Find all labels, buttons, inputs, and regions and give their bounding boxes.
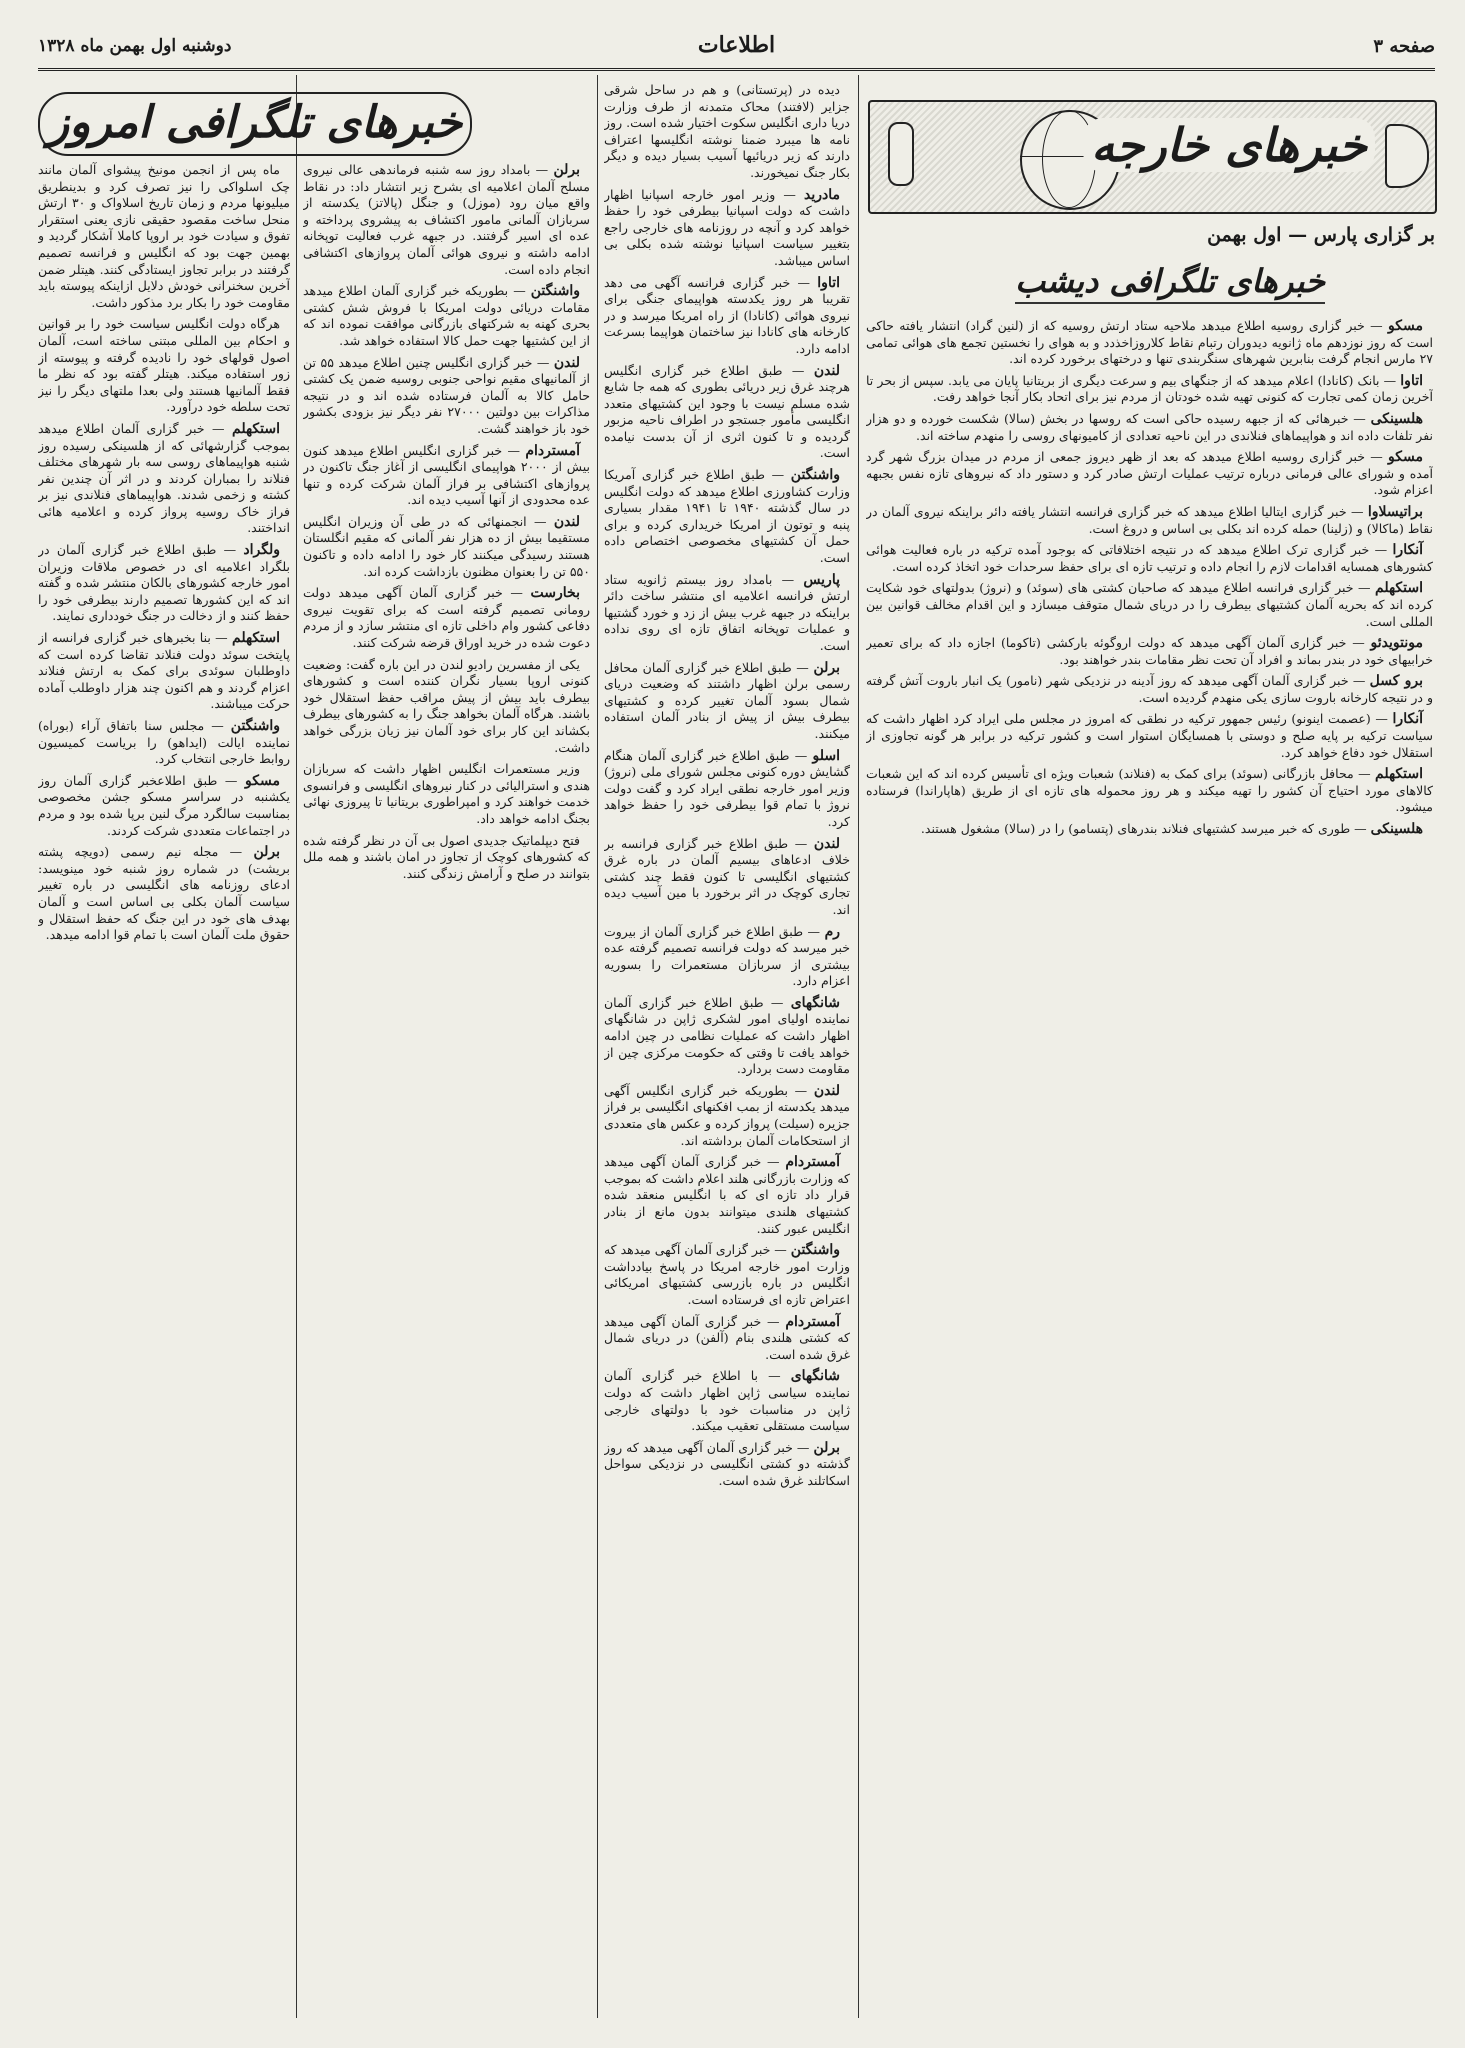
news-item: [604, 836, 850, 919]
news-dateline: واشنگتن: [790, 1242, 840, 1259]
news-dateline: برلن: [813, 659, 840, 676]
news-text: — خبر گزاری انگلیس اطلاع میدهد کنون بیش از ۲۰۰۰ هواپیمای انگلیسی از آغاز جنگ تاکنون در پروازهای اکتشافی بر فراز آلمان شرکت کرده و تنها عده محدودی از آنها آسیب دیده اند.: [303, 442, 590, 508]
news-text: — خبرهائی که از جبهه رسیده حاکی است که روسها در بخش (سالا) شکست خورده و دو هزار نفر تلفات داده اند و هواپیماهای فنلاندی در این ناحیه تعدادی از کامیونهای روسی را منهدم ساخته اند.: [866, 410, 1433, 443]
news-dateline: آمستردام: [785, 1154, 840, 1171]
news-item: [303, 833, 590, 883]
news-item: [866, 318, 1433, 368]
news-dateline: برلن: [813, 1439, 840, 1456]
news-item: [38, 421, 290, 537]
news-dateline: استکهلم: [232, 420, 280, 437]
news-text: — خبر گزاری آلمان آگهی میدهد که وزارت بازرگانی هلند اعلام داشت که بموجب قرار داد تازه ای که با انگلیس منعقد شده کشتیهای هلندی میتوانند بدون مانع از بنادر انگلیس عبور کنند.: [604, 1154, 850, 1236]
news-text: — طبق اطلاعخبر گزاری آلمان روز یکشنبه در سراسر مسکو جشن مخصوصی بمناسبت سالگرد مرگ لنین برپا شده بود و مردم در اجتماعات متعددی شرکت کردند.: [38, 772, 290, 838]
news-text: — طبق اطلاع خبر گزاری انگلیس هرچند غرق زیر دریائی بطوری که همه جا شایع شده مسلم نیست با وجود این کشتیهای متعدد انگلیسی مأمور جستجو در اطراف ناحیه مزبور گردیده و تا کنون اثری از آن بدست نیامده است.: [604, 362, 850, 461]
foreign-news-masthead: [868, 100, 1437, 214]
news-item: [604, 924, 850, 990]
news-item: [38, 718, 290, 768]
newspaper-name: اطلاعات: [697, 32, 776, 58]
column-foreign-news: [866, 318, 1433, 2014]
news-item: [604, 572, 850, 655]
news-dateline: ولگراد: [243, 542, 280, 559]
news-text: — بامداد روز سه شنبه فرماندهی عالی نیروی مسلح آلمان اعلامیه ای بشرح زیر انتشار داد: در نقاط واقع میان رود (موزل) و جنگل (پالاتز) یکدسته از سربازان آلمانی مامور اکتشاف به پیشروی پرداخته و عده ای اسیر گرفتند. در جبهه غرب فعالیت توپخانه ادامه داشته و نیروی هوائی آلمان پروازهای اکتشافی انجام داده است.: [303, 162, 590, 277]
news-text: — خبر گزاری آلمان اطلاع میدهد بموجب گزارشهائی که از هلسینکی رسیده روز شنبه هواپیماهای روسی سه بار شهرهای مختلف فنلاند را بمباران کردند و در اثر آن چندین نفر کشته و زخمی شدند. هواپیماهای فنلاندی نیز بر فراز خاک روسیه پرواز کرده و اعلامیه هائی انداختند.: [38, 420, 290, 536]
news-text: — خبر گزاری فرانسه آگهی می دهد تقریبا هر روز یکدسته هواپیمای جنگی برای نیروی هوائی (کانادا) از راه امریکا میرسد و در کارخانه های کانادا نیز ساختمان هواپیما بسرعت ادامه دارد.: [604, 274, 850, 356]
column-rule: [597, 75, 598, 2018]
news-item: [604, 1440, 850, 1490]
news-item: [604, 995, 850, 1078]
news-item: [866, 411, 1433, 444]
news-dateline: لندن: [813, 362, 840, 379]
news-item: [38, 844, 290, 944]
news-text: — خبر گزاری آلمان آگهی میدهد که وزارت امور خارجه امریکا در پاسخ بیادداشت انگلیس در باره بازرسی کشتیهای امریکائی اعتراض تازه ای فرستاده است.: [604, 1242, 850, 1307]
news-item: [866, 673, 1433, 706]
news-text: — طبق اطلاع خبر گزاری آلمان هنگام گشایش دوره کنونی مجلس شورای ملی (نروژ) وزیر امور خارجه نطقی ایراد کرد و گفت دولت نروژ با تمام قوا بیطرفی خود را حفظ خواهد کرد.: [604, 747, 850, 829]
news-text: — مجلس سنا باتفاق آراء (بوراه) نماینده ایالت (ایداهو) را بریاست کمیسیون روابط خارجی انتخاب کرد.: [38, 718, 290, 767]
news-item: [604, 187, 850, 270]
news-text: — خبر گزاری ایتالیا اطلاع میدهد که خبر گزاری فرانسه انتشار یافته دائر براینکه نیروی آلمان در نقاط (ماکالا) و (زلینا) حمله کرده اند بکلی بی اساس و دروغ است.: [866, 503, 1433, 536]
news-item: [303, 585, 590, 651]
page-number: صفحه ۳: [1373, 36, 1435, 57]
news-item: [866, 580, 1433, 630]
news-item: [604, 275, 850, 358]
news-dateline: برلن: [253, 844, 280, 861]
news-dateline: مونتویدئو: [1370, 635, 1423, 652]
news-item: [38, 162, 290, 311]
news-text: — خبر گزاری آلمان آگهی میدهد که روز آدینه در نزدیکی شهر (نامور) یک انبار باروت آتش گرفته و در نتیجه کارخانه باروت سازی یکی منهدم گردیده است.: [866, 673, 1433, 705]
news-dateline: واشنگتن: [790, 467, 840, 484]
news-item: [866, 635, 1433, 668]
news-text: — بانک (کانادا) اعلام میدهد که از جنگهای بیم و سرعت دیگری از بریتانیا پایان می یابد. سپس از بحر تا آخرین زمان کمی تجارت که کنونی تهیه شده خودتان از مردم نیز برای اتحاد بکار آنجا خواهد رفت.: [866, 372, 1433, 405]
column-4: [38, 162, 290, 2014]
news-dateline: لندن: [553, 513, 580, 530]
news-item: [38, 630, 290, 713]
column-3: [303, 162, 590, 2014]
news-item: [604, 660, 850, 743]
news-item: [604, 363, 850, 463]
news-dateline: اسلو: [812, 747, 840, 764]
news-dateline: شانگهای: [790, 1368, 840, 1385]
news-item: [303, 283, 590, 349]
news-text: — بطوریکه خبر گزاری انگلیس آگهی میدهد یکدسته از بمب افکنهای انگلیسی بر فراز جزیره (سیلت) پرواز کرده و عکس های متعددی از استحکامات آلمان برداشته اند.: [604, 1082, 850, 1148]
news-text: — خبر گزاری روسیه اطلاع میدهد ملاحیه ستاد ارتش روسیه که از (لنین گراد) انتشار یافته حاکی است که روز نوزدهم ماه ژانویه دیدوران رتبام نقاط کلاروزاخذدد و به هوای را نخستین تجمع های هوائی تمامی ۲۷ مارس انجام گرفت بنابرین شهرهای سنگربندی تنها و درختهای برخورد کرده اند.: [866, 318, 1433, 367]
news-text: — محافل بازرگانی (سوئد) برای کمک به (فنلاند) شعبات ویژه ای تأسیس کرده اند که این شعبات کالاهای مورد احتیاج آن کشور را تهیه میکند و هر روز محموله های تازه ای از طریق (هاپاراندا) فرستاده میشود.: [866, 766, 1433, 815]
news-dateline: شانگهای: [790, 994, 840, 1011]
news-text: — طبق اطلاع خبر گزاری آمریکا وزارت کشاورزی اطلاع میدهد که دولت انگلیس در سال گذشته ۱۹۴۰ تا ۱۹۴۱ مقدار بسیاری پنبه و توتون از امریکا خریداری کرده و برای حمل آن کشتیهای مخصوصی اختصاص داده است.: [604, 467, 850, 566]
column-rule: [858, 75, 859, 2018]
issue-date: دوشنبه اول بهمن ماه ۱۳۲۸: [38, 36, 232, 56]
news-dateline: لندن: [813, 1082, 840, 1099]
news-item: [303, 162, 590, 278]
column-2: [604, 82, 850, 2014]
news-item: [604, 467, 850, 567]
news-dateline: بخارست: [530, 585, 580, 602]
news-item: [38, 316, 290, 416]
news-text: — طبق اطلاع خبر گزاری آلمان محافل رسمی برلن اظهار داشتند که وضعیت دریای شمال بسود آلمان تغییر کرده و کشتیهای بیطرف بیش از پیش از بنادر آلمان استفاده میکنند.: [604, 659, 850, 741]
news-item: [303, 514, 590, 580]
news-text: — بطوریکه خبر گزاری آلمان اطلاع میدهد مقامات دریائی دولت امریکا با فروش شش کشتی بحری کهنه به شرکتهای بازرگانی موافقت نموده اند که از این کشتیها جهت حمل کالا استفاده خواهد شد.: [303, 283, 590, 348]
news-dateline: مادرید: [803, 186, 840, 203]
folio-bar: [38, 30, 1435, 71]
news-dateline: لندن: [813, 835, 840, 852]
news-dateline: برو کسل: [1369, 673, 1423, 690]
news-text: یکی از مفسرین رادیو لندن در این باره گفت: وضعیت کنونی اروپا بسیار نگران کننده است و کشورهای بیطرف باید بیش از پیش مراقب حفظ استقلال خود باشند. هرگاه آلمان بخواهد جنگ را به کشورهای بیطرف بکشاند این کار برای خود آلمان نیز زیان بزرگی خواهد داشت.: [303, 656, 590, 755]
news-dateline: واشنگتن: [230, 718, 280, 734]
news-text: — (عصمت اینونو) رئیس جمهور ترکیه در نطقی که امروز در مجلس ملی ایراد کرد اظهار داشت که سیاست ترکیه بر پایه صلح و دوستی با همسایگان استوار است و کشور ترکیه در برابر هر گونه تجاوزی از استقلال خود دفاع خواهد کرد.: [866, 711, 1433, 760]
news-item: [866, 373, 1433, 406]
news-text: — طوری که خبر میرسد کشتیهای فنلاند بندرهای (پتسامو) را در (سالا) مشغول هستند.: [920, 821, 1367, 837]
news-dateline: استکهلم: [1375, 766, 1423, 783]
news-dateline: واشنگتن: [530, 283, 580, 300]
news-dateline: مسکو: [1388, 449, 1423, 466]
news-dateline: استکهلم: [1375, 580, 1423, 597]
column-rule: [296, 75, 297, 2018]
news-item: [604, 1154, 850, 1237]
news-dateline: لندن: [553, 354, 581, 371]
last-night-telegrams-heading: خبرهای تلگرافی دیشب: [1015, 262, 1325, 304]
news-text: — مجله نیم رسمی (دویچه پشته بریشت) در شماره روز شنبه خود مینویسد: ادعای روزنامه های انگلیسی در باره تغییر سیاست آلمان بکلی بی اساس است و آلمان بهدف های خود در این جنگ که حفظ استقلال و حقوق ملت آلمان است با تمام قوا ادامه میدهد.: [38, 844, 290, 943]
microphone-icon: [888, 122, 914, 186]
news-text: — خبر گزاری آلمان آگهی میدهد که دولت اروگوئه بارکشی (تاکوما) اجازه داد که برای تعمیر خرابیهای خود در بندر بماند و افراد آن تحت نظر مقامات بندر خواهند بود.: [866, 635, 1433, 667]
today-telegrams-heading: خبرهای تلگرافی امروز: [38, 92, 472, 156]
news-item: [604, 1083, 850, 1149]
news-dateline: برلن: [553, 162, 580, 178]
news-item: [604, 82, 850, 182]
news-item: [866, 766, 1433, 816]
gramophone-horn-icon: [1385, 124, 1429, 188]
news-dateline: اتاوا: [1400, 372, 1423, 389]
news-text: — طبق اطلاع خبر گزاری فرانسه بر خلاف ادعاهای بیسیم آلمان در باره غرق کشتیهای انگلیسی تا کنون فقط چند کشتی تجاری کوچک در اثر برخورد با مین آسیب دیده اند.: [604, 835, 850, 917]
news-text: هرگاه دولت انگلیس سیاست خود را بر قوانین و احکام بین المللی مبتنی ساخته است، آلمان اصول قولهای خود را نادیده گرفته و پیوسته از زور استفاده میکند. هیتلر گفته بود که نظر ما فقط آلمانیها هستند ولی بعدا ملتهای دیگر را نیز تحت سلطه خود درآورد.: [38, 316, 290, 415]
news-item: [604, 748, 850, 831]
news-item: [303, 355, 590, 438]
news-text: — خبر گزاری روسیه اطلاع میدهد که بعد از ظهر دیروز جمعی از مردم در میدان بزرگ شهر گرد آمده و شورای عالی فرمانی درباره ترتیب عملیات ارتش صادر کرد و دستور داد که نیروهای تازه نفس بجبهه اعزام شود.: [866, 449, 1433, 498]
news-item: [866, 821, 1433, 838]
news-text: فتح دیپلماتیک جدیدی اصول بی آن در نظر گرفته شده که کشورهای کوچک از تجاوز در امان باشند و همه ملل بتوانند در صلح و آرامش زندگی کنند.: [303, 832, 590, 881]
news-dateline: پاریس: [803, 571, 840, 588]
news-dateline: آنکارا: [1392, 542, 1423, 559]
news-text: — طبق اطلاع خبر گزاری آلمان از بیروت خبر میرسد که دولت فرانسه تصمیم گرفته عده بیشتری از سربازان مستعمرات را بسوریه اعزام دارد.: [604, 923, 850, 989]
news-text: — خبر گزاری ترک اطلاع میدهد که در نتیجه اختلافاتی که بوجود آمده ترکیه در باره فعالیت هوائی کشورهای همسایه اقدامات لازم را انجام داده و ترتیب تازه ای برای حفظ سرحدات خود اتخاذ کرده است.: [866, 542, 1433, 574]
news-item: [866, 711, 1433, 761]
news-text: — طبق اطلاع خبر گزاری آلمان نماینده اولیای امور لشکری ژاپن در شانگهای اظهار داشت که عملیات نظامی در چین ادامه خواهد یافت تا وقتی که حکومت مرکزی چین از مقاومت دست بردارد.: [604, 994, 850, 1077]
news-dateline: هلسینکی: [1370, 821, 1423, 838]
news-text: وزیر مستعمرات انگلیس اظهار داشت که سربازان هندی و استرالیائی در کنار نیروهای انگلیسی و فرانسوی خدمت خواهند کرد و امپراطوری بریتانیا تا پیروزی نهائی بجنگ ادامه خواهد داد.: [303, 761, 590, 826]
foreign-news-title: خبرهای خارجه: [1083, 118, 1375, 172]
news-item: [604, 1242, 850, 1308]
news-dateline: آمستردام: [785, 1313, 840, 1330]
news-item: [604, 1314, 850, 1364]
news-item: [866, 449, 1433, 499]
news-dateline: آنکارا: [1392, 711, 1423, 728]
news-text: — بامداد روز بیستم ژانویه ستاد ارتش فرانسه اعلامیه ای منتشر ساخت دائر براینکه در جبهه غرب بیش از زد و خورد گشتیها و عملیات توپخانه اتفاق تازه ای روی نداده است.: [604, 571, 850, 653]
news-text: — با اطلاع خبر گزاری آلمان نماینده سیاسی ژاپن اظهار داشت که دولت ژاپن در مناسبات خود با دولتهای خارجی سیاست مستقلی تعقیب میکند.: [604, 1368, 850, 1434]
news-text: — خبر گزاری انگلیس چنین اطلاع میدهد ۵۵ تن از آلمانیهای مقیم نواحی جنوبی روسیه ضمن یک کشتی حامل کالا به آلمان فرستاده شده اند و در نتیجه مذاکرات بین دولتین ۲۷۰۰۰ نفر دیگر نیز بزودی بکشور خود باز خواهند گشت.: [303, 354, 590, 436]
news-text: — خبر گزاری فرانسه اطلاع میدهد که صاحبان کشتی های (سوئد) و (نروژ) بدولتهای خود شکایت کرده اند که بحریه آلمان کشتیهای بیطرف را در دریای شمال متوقف میسازد و این اقدام مخالف قوانین بین المللی است.: [866, 580, 1433, 629]
news-text: — طبق اطلاع خبر گزاری آلمان در بلگراد اعلامیه ای در خصوص ملاقات وزیران امور خارجه کشورهای بالکان منتشر شده و گفته اند که این کشورها تصمیم دارند بیطرفی خود را حفظ کنند و از دخالت در جنگ خودداری نمایند.: [38, 542, 290, 624]
news-dateline: براتیسلاوا: [1367, 503, 1423, 520]
news-dateline: هلسینکی: [1370, 410, 1423, 427]
news-text: ماه پس از انجمن مونیخ پیشوای آلمان مانند چک اسلواکی را نیز تصرف کرد و بدینطریق میلیونها مردم و زمان تاریخ اسلاواک و ۳۰ ارتش منحل ساخت مقصود حقیقی نازی یعنی استقرار تفوق و سیادت خود بر اروپا کاملا آشکار گردید و بهمین جهت بود که انگلیس و فرانسه تصمیم گرفتند در برابر تجاوز ایستادگی کنند. هیتلر ضمن آخرین سخنرانی خودش دلایل ازاینکه پیوسته باید مقاومت خود را بکار برد مذکور داشت.: [38, 162, 290, 310]
news-item: [866, 504, 1433, 537]
news-item: [604, 1368, 850, 1434]
news-text: — خبر گزاری آلمان آگهی میدهد دولت رومانی تصمیم گرفته است که برای تقویت نیروی دفاعی کشور وام داخلی تازه ای منتشر سازد و از مردم دعوت شده در خرید اوراق قرضه شرکت کنند.: [303, 585, 590, 651]
news-text: — وزیر امور خارجه اسپانیا اظهار داشت که دولت اسپانیا بیطرفی خود را حفظ خواهد کرد و آنچه در روزنامه های خارجی راجع بتغییر سیاست اسپانیا نوشته شده بکلی بی اساس میباشد.: [604, 186, 850, 268]
news-dateline: رم: [824, 923, 840, 940]
news-text: — خبر گزاری آلمان آگهی میدهد که کشتی هلندی بنام (آلفن) در دریای شمال غرق شده است.: [604, 1313, 850, 1362]
news-dateline: مسکو: [245, 772, 280, 789]
news-item: [303, 657, 590, 757]
news-dateline: مسکو: [1388, 318, 1423, 334]
agency-line: بر گزاری پارس — اول بهمن: [1207, 224, 1435, 246]
news-item: [866, 542, 1433, 575]
news-item: [38, 773, 290, 839]
news-text: — خبر گزاری آلمان آگهی میدهد که روز گذشته دو کشتی انگلیسی در نزدیکی سواحل اسکاتلند غرق شده است.: [604, 1439, 850, 1488]
news-dateline: استکهلم: [232, 630, 280, 647]
news-text: — انجمنهائی که در طی آن وزیران انگلیس مستقیما بیش از ده هزار نفر آلمانی که مقیم انگلستان هستند رسیدگی میکنند کار خود را ادامه داده و تاکنون ۵۵۰ تن را بعنوان مظنون بازداشت کرده اند.: [303, 513, 590, 579]
news-item: [303, 443, 590, 509]
news-dateline: اتاوا: [817, 274, 840, 291]
news-item: [38, 542, 290, 625]
news-text: — بنا بخبرهای خبر گزاری فرانسه از پایتخت سوئد دولت فنلاند تقاضا کرده است که داوطلبان سوئدی برای کمک به ارتش فنلاند اعزام گردند و هم اکنون چند هزار داوطلب آماده حرکت میباشند.: [38, 630, 290, 712]
news-text: دیده در (پرتستانی) و هم در ساحل شرقی جزایر (لافتند) محاک متمدنه از طرف وزارت دریا داری انگلیس سکوت اختیار شده است. روز نامه ها میبرد ضمنا نوشته انگلیسها اعتراف دارند که زیر دریائیها آسیب بسیار دیده و دیگر بکار جنگ نمیخورند.: [604, 82, 850, 180]
news-dateline: آمستردام: [525, 442, 580, 459]
news-item: [303, 761, 590, 827]
